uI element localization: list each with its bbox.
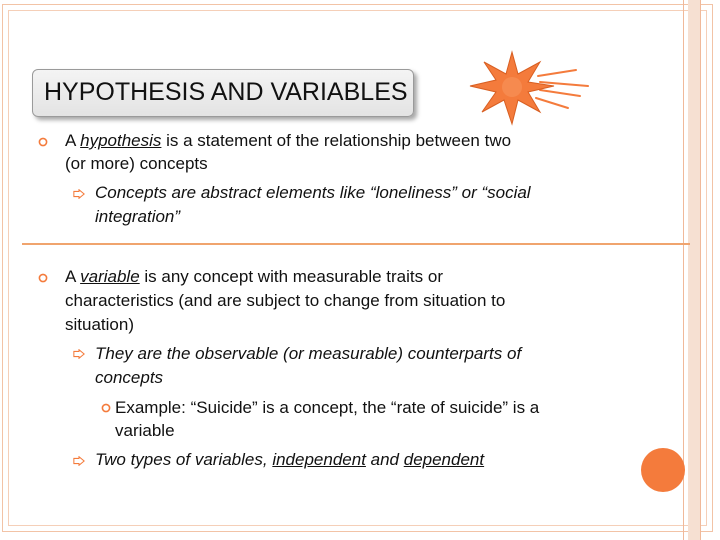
ring-bullet-icon xyxy=(37,272,49,284)
hypothesis-line-2: (or more) concepts xyxy=(65,154,208,173)
right-edge-line xyxy=(700,0,701,540)
concepts-sub-line-1: Concepts are abstract elements like “loneliness” or “social xyxy=(95,183,531,202)
section-divider xyxy=(22,243,690,245)
example-line-1: Example: “Suicide” is a concept, the “rate of suicide” is a xyxy=(115,398,540,417)
hypothesis-line-1: A hypothesis is a statement of the relationship between two xyxy=(65,131,512,150)
starburst-icon xyxy=(440,50,590,126)
variable-line-1: A variable is any concept with measurable traits or xyxy=(65,267,443,286)
ring-bullet-icon xyxy=(100,402,112,414)
ring-bullet-icon xyxy=(37,136,49,148)
right-edge-line xyxy=(683,0,684,540)
right-edge-strip xyxy=(688,0,700,540)
hypothesis-term: hypothesis xyxy=(80,131,162,150)
independent-term: independent xyxy=(272,450,366,469)
arrow-bullet-icon xyxy=(73,188,85,200)
variable-line-3: situation) xyxy=(65,315,134,334)
decorative-circle xyxy=(641,448,685,492)
variable-line-2: characteristics (and are subject to change from situation to xyxy=(65,291,506,310)
observable-sub-line-2: concepts xyxy=(95,368,164,387)
concepts-sub-line-2: integration” xyxy=(95,207,181,226)
types-sub-line: Two types of variables, independent and dependent xyxy=(95,450,485,469)
example-line-2: variable xyxy=(115,421,175,440)
slide-title: HYPOTHESIS AND VARIABLES xyxy=(44,78,408,106)
arrow-bullet-icon xyxy=(73,348,85,360)
arrow-bullet-icon xyxy=(73,455,85,467)
dependent-term: dependent xyxy=(403,450,485,469)
observable-sub-line-1: They are the observable (or measurable) counterparts of xyxy=(95,344,522,363)
variable-term: variable xyxy=(80,267,140,286)
